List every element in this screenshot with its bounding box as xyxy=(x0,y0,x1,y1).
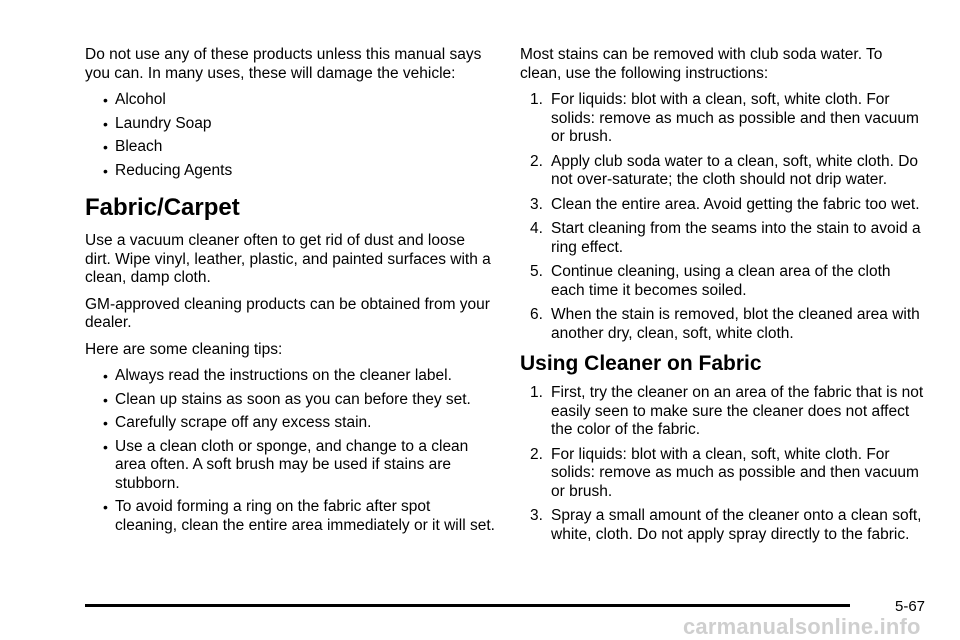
list-item: • Bleach xyxy=(103,138,163,155)
bullet-icon: • xyxy=(103,499,108,515)
section-heading-fabric-carpet: Fabric/Carpet xyxy=(85,194,240,221)
page-number: 5-67 xyxy=(895,598,926,615)
step-number: 2. xyxy=(530,445,543,463)
cleaner-steps xyxy=(520,384,928,544)
step-number: 5. xyxy=(530,263,543,280)
paragraph: Use a vacuum cleaner often to get rid of dust and loose dirt. Wipe vinyl, leather, plastic, and painted surfaces with a clean, damp cloth. xyxy=(85,232,491,286)
bullet-icon: • xyxy=(103,115,108,132)
list-item: • Reducing Agents xyxy=(103,161,233,179)
list-item: 2. Apply club soda water to a clean, soft, white cloth. Do not over-saturate; the cloth should not drip water. xyxy=(530,152,919,188)
paragraph: Here are some cleaning tips: xyxy=(85,340,283,358)
list-item: 2. For liquids: blot with a clean, soft, white cloth. For solids: remove as much as possible and then vacuum or brush. xyxy=(530,445,919,500)
step-number: 6. xyxy=(530,306,543,323)
bullet-icon: • xyxy=(103,391,108,408)
list-item: • Alcohol xyxy=(103,91,166,108)
step-number: 1. xyxy=(530,384,543,401)
footer-rule xyxy=(85,604,850,607)
list-item: • Carefully scrape off any excess stain. xyxy=(103,414,372,431)
bullet-icon: • xyxy=(103,139,108,155)
list-item: 4. Start cleaning from the seams into the stain to avoid a ring effect. xyxy=(530,220,921,256)
list-item: 3. Clean the entire area. Avoid getting the fabric too wet. xyxy=(530,195,920,213)
step-number: 4. xyxy=(530,220,543,237)
right-column xyxy=(520,46,928,550)
left-column xyxy=(85,46,495,545)
bullet-icon: • xyxy=(103,415,108,431)
product-list xyxy=(85,91,495,180)
paragraph: GM-approved cleaning products can be obtained from your dealer. xyxy=(85,295,490,331)
tips-list xyxy=(85,367,495,535)
step-number: 2. xyxy=(530,152,543,170)
list-item: • Always read the instructions on the cleaner label. xyxy=(103,367,452,384)
bullet-icon: • xyxy=(103,92,108,108)
list-item: • To avoid forming a ring on the fabric after spot cleaning, clean the entire area immediately or it will set. xyxy=(103,498,495,534)
paragraph: Most stains can be removed with club soda water. To clean, use the following instructions: xyxy=(520,46,883,82)
list-item: 6. When the stain is removed, blot the cleaned area with another dry, clean, soft, white cloth. xyxy=(530,306,920,342)
section-heading-using-cleaner: Using Cleaner on Fabric xyxy=(520,352,762,375)
bullet-icon: • xyxy=(103,438,108,455)
bullet-icon: • xyxy=(103,368,108,384)
step-number: 3. xyxy=(530,195,543,213)
bullet-icon: • xyxy=(103,162,108,179)
list-item: • Laundry Soap xyxy=(103,114,212,132)
list-item: 1. First, try the cleaner on an area of the fabric that is not easily seen to make sure the cleaner does not affect the color of the fabric. xyxy=(530,384,924,438)
club-soda-steps xyxy=(520,91,928,343)
list-item: 5. Continue cleaning, using a clean area of the cloth each time it becomes soiled. xyxy=(530,263,891,299)
list-item: 1. For liquids: blot with a clean, soft, white cloth. For solids: remove as much as possible and then vacuum or brush. xyxy=(530,91,919,145)
step-number: 3. xyxy=(530,507,543,524)
list-item: 3. Spray a small amount of the cleaner onto a clean soft, white, cloth. Do not apply spray directly to the fabric. xyxy=(530,507,922,543)
step-number: 1. xyxy=(530,91,543,108)
warning-intro: Do not use any of these products unless this manual says you can. In many uses, these will damage the vehicle: xyxy=(85,46,482,82)
watermark: carmanualsonline.info xyxy=(683,614,921,639)
list-item: • Clean up stains as soon as you can before they set. xyxy=(103,390,471,408)
list-item: • Use a clean cloth or sponge, and change to a clean area often. A soft brush may be used if stains are stubborn. xyxy=(103,437,469,492)
